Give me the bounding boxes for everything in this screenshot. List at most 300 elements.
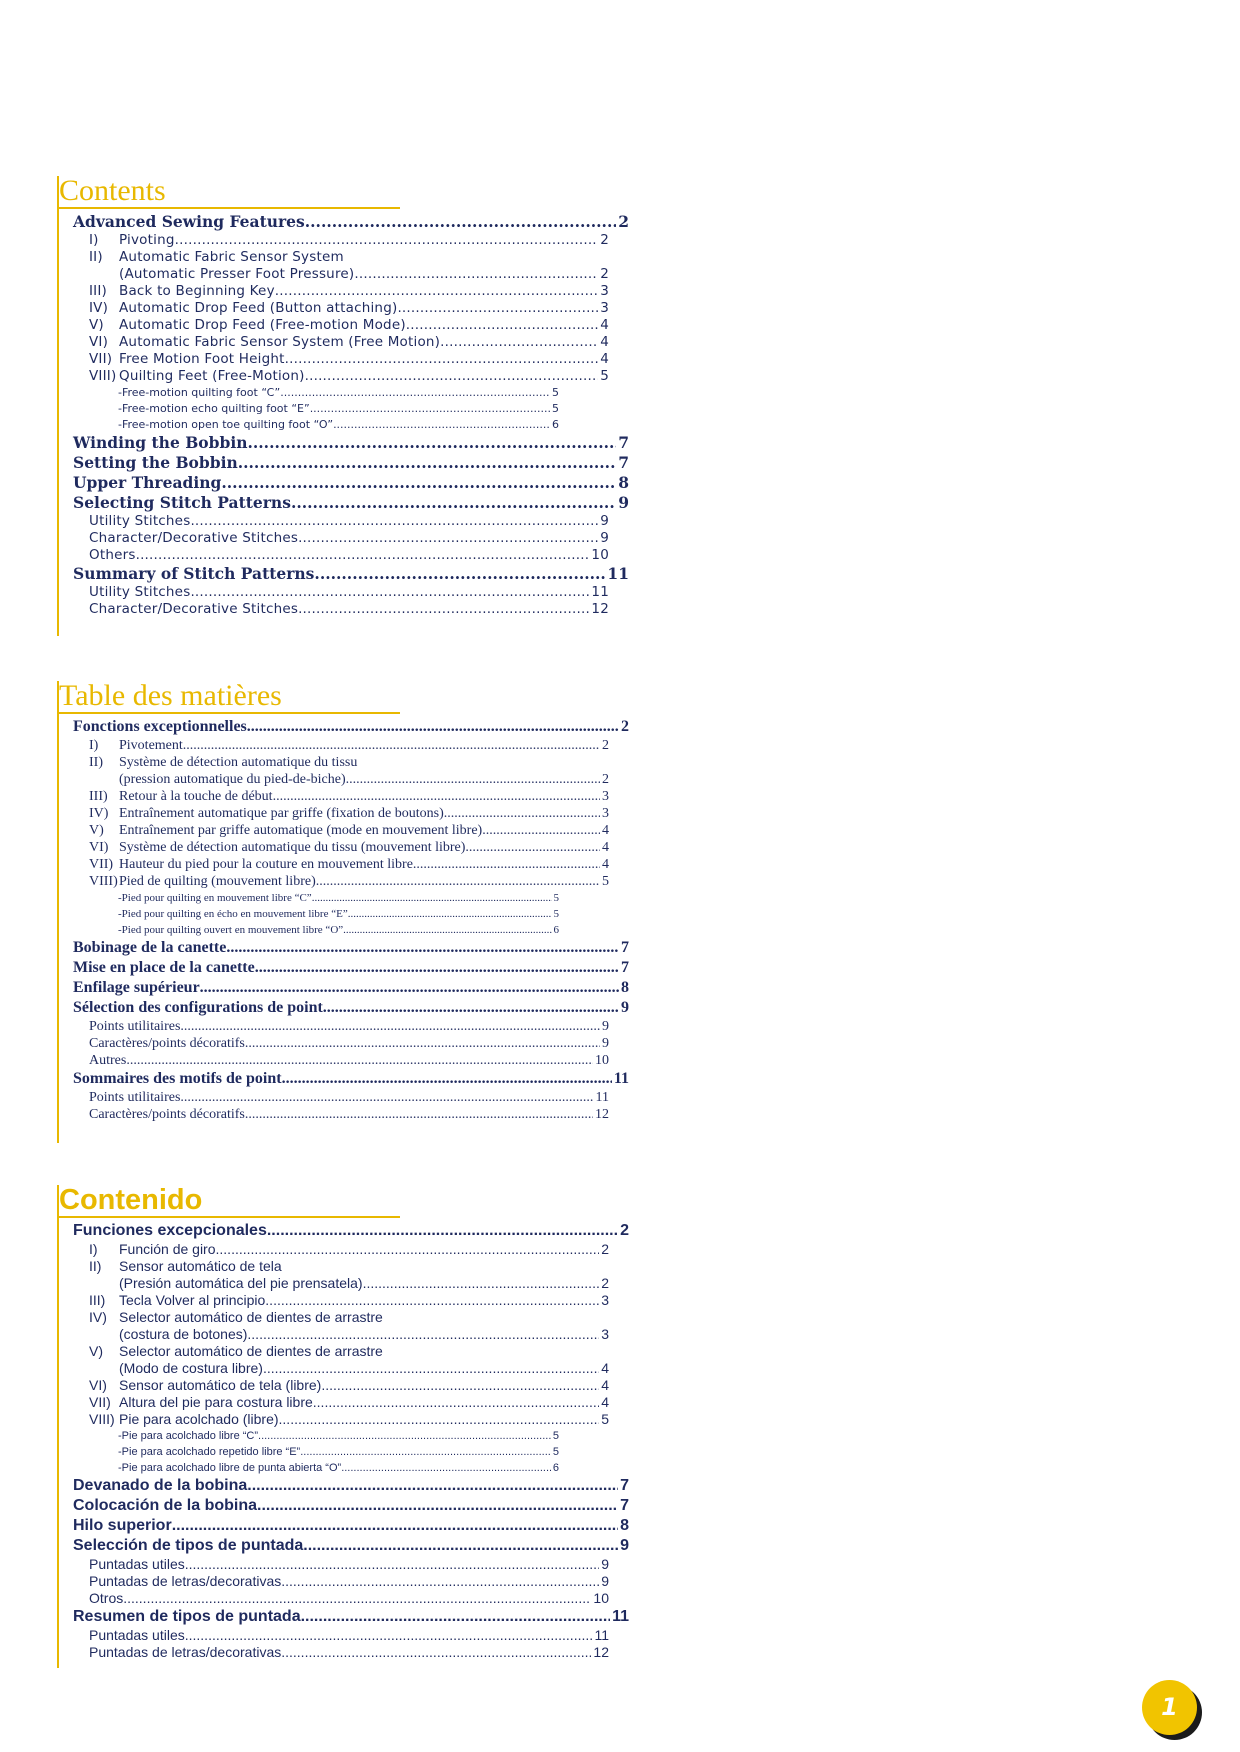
toc-entry-label <box>89 754 357 771</box>
section-title-rule <box>57 1216 400 1218</box>
toc-entry-page: 2 <box>600 266 609 282</box>
toc-entry-page: 10 <box>595 1053 609 1068</box>
toc-entry-number: VII) <box>89 1394 111 1410</box>
toc-entry[interactable] <box>73 1556 609 1573</box>
toc-entry[interactable] <box>73 805 609 822</box>
toc-leader-dots <box>397 300 598 317</box>
toc-entry[interactable] <box>73 1460 559 1476</box>
toc-entry-label <box>73 1536 303 1556</box>
toc-leader-dots <box>273 788 600 805</box>
section-title-rule <box>57 712 400 714</box>
toc-entry-page: 7 <box>621 939 629 956</box>
toc-entry-text: -Free-motion echo quilting foot “E” <box>118 402 310 415</box>
toc-entry[interactable] <box>73 873 609 890</box>
toc-entry-label <box>89 1106 245 1123</box>
toc-leader-dots <box>310 401 550 417</box>
toc-entry[interactable] <box>73 351 609 368</box>
toc-entry-label <box>73 433 247 453</box>
toc-entry[interactable] <box>73 737 609 754</box>
toc-leader-dots <box>275 283 598 300</box>
toc-entry-page: 10 <box>591 547 609 563</box>
toc-entry-label <box>89 249 344 266</box>
toc-entry[interactable] <box>73 249 609 266</box>
page-number-badge <box>1142 1680 1198 1736</box>
toc-leader-dots <box>482 822 600 839</box>
toc-entry-label <box>89 283 275 300</box>
toc-leader-dots <box>363 1275 600 1292</box>
toc-entry[interactable] <box>73 1089 609 1106</box>
toc-entry-page: 2 <box>601 1275 609 1291</box>
section-accent-bar <box>57 681 59 1143</box>
toc-entry[interactable] <box>73 839 609 856</box>
toc-entry-page: 7 <box>620 1497 629 1514</box>
toc-entry[interactable] <box>73 1428 559 1444</box>
toc-entry-label <box>73 1496 257 1516</box>
toc-entry[interactable] <box>73 1360 609 1377</box>
toc-entry-page: 11 <box>612 1608 629 1625</box>
toc-entry-text: Autres <box>89 1053 127 1068</box>
toc-leader-dots <box>301 1607 610 1627</box>
toc-entry-page: 5 <box>600 368 609 384</box>
toc-entry-label <box>89 1326 247 1343</box>
toc-entry-label <box>89 266 354 283</box>
toc-entry-page: 9 <box>602 1036 609 1051</box>
section-accent-bar <box>57 176 59 636</box>
toc-entry-label <box>89 368 305 385</box>
toc-entry[interactable] <box>73 856 609 873</box>
toc-entry-page: 4 <box>602 857 609 872</box>
toc-entry-text: Puntadas utiles <box>89 1556 185 1572</box>
toc-entry-number: VIII) <box>89 874 118 889</box>
toc-leader-dots <box>281 1573 599 1590</box>
toc-entries <box>57 212 627 618</box>
toc-entry-label <box>89 601 298 618</box>
toc-entry-label <box>89 1360 263 1377</box>
toc-entry-number: III) <box>89 1292 106 1308</box>
toc-entry-page: 4 <box>601 1377 609 1393</box>
toc-leader-dots <box>279 1411 600 1428</box>
toc-heading-entry[interactable] <box>73 493 629 513</box>
toc-entry-number: I) <box>89 232 99 248</box>
toc-entry-page: 2 <box>621 718 629 735</box>
toc-entry-text: Caractères/points décoratifs <box>89 1036 245 1051</box>
toc-entry[interactable] <box>73 266 609 283</box>
toc-leader-dots <box>406 317 598 334</box>
toc-heading-entry[interactable] <box>73 958 629 978</box>
toc-entry-page: 12 <box>593 1644 609 1660</box>
toc-entry[interactable] <box>73 547 609 564</box>
contents-section-english <box>57 176 627 618</box>
toc-entry-page: 7 <box>618 453 629 472</box>
toc-entry-label <box>89 822 482 839</box>
toc-heading-entry[interactable] <box>73 978 629 998</box>
toc-entry-text: Summary of Stitch Patterns <box>73 564 315 583</box>
toc-entry[interactable] <box>73 1627 609 1644</box>
toc-heading-entry[interactable] <box>73 1607 629 1627</box>
toc-entry-label <box>73 453 238 473</box>
toc-leader-dots <box>267 1221 618 1241</box>
toc-entry[interactable] <box>73 283 609 300</box>
toc-entry-text: Selector automático de dientes de arrastre <box>119 1343 383 1359</box>
toc-entry-number: IV) <box>89 300 109 316</box>
toc-leader-dots <box>226 938 619 958</box>
toc-entry-text: Pie para acolchado (libre) <box>119 1411 279 1427</box>
toc-entry-number: II) <box>89 249 103 265</box>
toc-entry[interactable] <box>73 1106 609 1123</box>
toc-entry-page: 5 <box>552 402 559 415</box>
toc-entry-text: Fonctions exceptionnelles <box>73 718 247 735</box>
toc-entry-number: VII) <box>89 351 113 367</box>
toc-entry[interactable] <box>73 1326 609 1343</box>
toc-leader-dots <box>245 1035 600 1052</box>
toc-entry-page: 11 <box>594 1627 609 1643</box>
toc-leader-dots <box>180 1089 593 1106</box>
toc-entry-page: 9 <box>620 1537 629 1554</box>
toc-leader-dots <box>185 1556 599 1573</box>
toc-entry-page: 8 <box>618 473 629 492</box>
toc-leader-dots <box>313 1394 599 1411</box>
toc-entry-text: Pivotement <box>119 738 183 753</box>
toc-entry-label <box>89 1627 185 1644</box>
toc-entry-page: 2 <box>602 772 609 787</box>
toc-entry-text: Free Motion Foot Height <box>119 351 285 367</box>
toc-entry[interactable] <box>73 334 609 351</box>
toc-entry[interactable] <box>73 300 609 317</box>
toc-entry-label <box>73 1069 282 1089</box>
page-number: 1 <box>1142 1680 1197 1735</box>
toc-entry-text: Character/Decorative Stitches <box>89 530 299 546</box>
toc-leader-dots <box>190 584 589 601</box>
toc-entry-text: (Presión automática del pie prensatela) <box>119 1275 363 1291</box>
toc-entry-page: 5 <box>553 892 559 904</box>
toc-heading-entry[interactable] <box>73 1221 629 1241</box>
toc-leader-dots <box>341 1460 551 1476</box>
toc-entry-text: Hilo superior <box>73 1517 172 1534</box>
toc-leader-dots <box>245 1106 593 1123</box>
contents-section-french <box>57 681 627 1123</box>
toc-entry-page: 2 <box>601 1241 609 1257</box>
toc-entry-text: Colocación de la bobina <box>73 1497 258 1514</box>
toc-leader-dots <box>440 334 598 351</box>
toc-entry[interactable] <box>73 317 609 334</box>
toc-entry-label <box>89 232 175 249</box>
toc-leader-dots <box>172 1516 618 1536</box>
toc-entry-label <box>89 771 346 788</box>
toc-entry-text: Back to Beginning Key <box>119 283 275 299</box>
toc-entry-page: 6 <box>553 924 559 936</box>
toc-entry[interactable] <box>73 1241 609 1258</box>
toc-entry-text: -Pied pour quilting ouvert en mouvement libre “O” <box>118 924 344 936</box>
toc-leader-dots <box>255 958 619 978</box>
toc-leader-dots <box>247 1476 618 1496</box>
toc-entry-text: (costura de botones) <box>119 1326 248 1342</box>
toc-entry-page: 4 <box>602 823 609 838</box>
toc-entry-text: (Automatic Presser Foot Pressure) <box>119 266 355 282</box>
toc-entry-page: 2 <box>602 738 609 753</box>
toc-entry[interactable] <box>73 1644 609 1661</box>
toc-entry-page: 7 <box>618 433 629 452</box>
toc-leader-dots <box>263 1360 599 1377</box>
toc-leader-dots <box>216 1241 600 1258</box>
toc-entry-text: Pied de quilting (mouvement libre) <box>119 874 316 889</box>
toc-leader-dots <box>291 493 616 513</box>
toc-entry-label <box>118 417 333 433</box>
toc-entry-label <box>73 473 221 493</box>
toc-entry-number: VIII) <box>89 368 117 384</box>
toc-entry[interactable] <box>73 584 609 601</box>
toc-entry-page: 8 <box>621 979 629 996</box>
toc-entry-label <box>89 513 190 530</box>
toc-entry-text: Sensor automático de tela <box>119 1258 282 1274</box>
toc-entry[interactable] <box>73 385 559 401</box>
toc-entry-page: 9 <box>600 513 609 529</box>
toc-entry-number: II) <box>89 1258 102 1274</box>
toc-entry-page: 3 <box>602 806 609 821</box>
toc-entry-text: Selección de tipos de puntada <box>73 1537 304 1554</box>
toc-entry-text: Winding the Bobbin <box>73 433 248 452</box>
toc-entry[interactable] <box>73 788 609 805</box>
toc-entry-label <box>89 1343 383 1360</box>
toc-entry-page: 9 <box>621 999 629 1016</box>
toc-entry-page: 5 <box>552 386 559 399</box>
toc-entry-number: VI) <box>89 1377 107 1393</box>
toc-entry-label <box>89 1394 313 1411</box>
toc-entry-label <box>89 788 273 805</box>
toc-entry-page: 4 <box>600 334 609 350</box>
toc-entry-page: 6 <box>552 418 559 431</box>
section-title: Table des matières <box>59 679 282 712</box>
toc-heading-entry[interactable] <box>73 564 629 584</box>
toc-entry-text: Retour à la touche de début <box>119 789 273 804</box>
toc-heading-entry[interactable] <box>73 998 629 1018</box>
toc-leader-dots <box>303 1536 618 1556</box>
toc-heading-entry[interactable] <box>73 1536 629 1556</box>
toc-entry-text: -Pie para acolchado repetido libre “E” <box>118 1446 301 1458</box>
toc-entry-text: Altura del pie para costura libre <box>119 1394 313 1410</box>
toc-entry-label <box>89 856 413 873</box>
section-title-rule <box>57 207 400 209</box>
toc-entry-number: VIII) <box>89 1411 115 1427</box>
toc-entry-page: 4 <box>601 1360 609 1376</box>
toc-leader-dots <box>180 1018 600 1035</box>
toc-entry-label <box>73 1607 301 1627</box>
toc-entry[interactable] <box>73 1590 609 1607</box>
toc-entries <box>57 1221 627 1661</box>
toc-entry-label <box>73 978 200 998</box>
toc-leader-dots <box>298 530 598 547</box>
toc-leader-dots <box>126 1052 593 1069</box>
toc-entry-text: -Free-motion open toe quilting foot “O” <box>118 418 334 431</box>
toc-entry-text: Sommaires des motifs de point <box>73 1070 282 1087</box>
toc-entry-text: Advanced Sewing Features <box>73 212 305 231</box>
toc-entry-page: 2 <box>620 1222 629 1239</box>
toc-entry[interactable] <box>73 771 609 788</box>
toc-entry-label <box>89 1590 123 1607</box>
toc-heading-entry[interactable] <box>73 1069 629 1089</box>
toc-entry[interactable] <box>73 822 609 839</box>
toc-leader-dots <box>200 978 619 998</box>
toc-entry-text: Entraînement automatique par griffe (fixation de boutons) <box>119 806 444 821</box>
toc-entry-page: 11 <box>613 1070 629 1087</box>
toc-entry[interactable] <box>73 922 559 938</box>
toc-heading-entry[interactable] <box>73 938 629 958</box>
toc-entry-page: 10 <box>593 1590 609 1606</box>
toc-entry-number: IV) <box>89 1309 107 1325</box>
toc-entry-text: Automatic Fabric Sensor System <box>119 249 344 265</box>
toc-heading-entry[interactable] <box>73 717 629 737</box>
toc-entry-label <box>73 958 255 978</box>
toc-entry[interactable] <box>73 401 559 417</box>
toc-entry[interactable] <box>73 1394 609 1411</box>
toc-entry-number: VII) <box>89 857 114 872</box>
toc-entry-number: VI) <box>89 334 109 350</box>
toc-entry-label <box>118 385 280 401</box>
toc-entry-page: 4 <box>601 1394 609 1410</box>
toc-entry-label <box>89 1292 265 1309</box>
toc-entry-text: Pivoting <box>119 232 175 248</box>
toc-leader-dots <box>321 1377 599 1394</box>
toc-entry[interactable] <box>73 1573 609 1590</box>
toc-entry-label <box>89 1258 282 1275</box>
toc-entry-page: 5 <box>552 1430 559 1442</box>
toc-entry-label <box>89 1644 281 1661</box>
toc-entry-text: (Modo de costura libre) <box>119 1360 263 1376</box>
toc-entry-number: III) <box>89 789 108 804</box>
toc-leader-dots <box>247 433 616 453</box>
toc-entry-page: 3 <box>601 1326 609 1342</box>
toc-heading-entry[interactable] <box>73 1496 629 1516</box>
toc-entry-label <box>89 1556 185 1573</box>
toc-entry-text: Enfilage supérieur <box>73 979 200 996</box>
toc-entry-page: 9 <box>600 530 609 546</box>
toc-entry[interactable] <box>73 754 609 771</box>
toc-heading-entry[interactable] <box>73 212 629 232</box>
toc-entry[interactable] <box>73 1343 609 1360</box>
toc-entry-label <box>89 1573 281 1590</box>
toc-entry[interactable] <box>73 1309 609 1326</box>
toc-entry[interactable] <box>73 417 559 433</box>
toc-entry-label <box>73 938 226 958</box>
toc-leader-dots <box>265 1292 599 1309</box>
toc-heading-entry[interactable] <box>73 433 629 453</box>
toc-entry[interactable] <box>73 368 609 385</box>
toc-leader-dots <box>247 717 619 737</box>
toc-entry[interactable] <box>73 1035 609 1052</box>
toc-entry-label <box>118 1428 258 1444</box>
toc-entry-label <box>73 212 305 232</box>
toc-entry[interactable] <box>73 1275 609 1292</box>
toc-entry[interactable] <box>73 513 609 530</box>
toc-entry-text: Devanado de la bobina <box>73 1477 248 1494</box>
toc-leader-dots <box>343 922 551 938</box>
toc-heading-entry[interactable] <box>73 453 629 473</box>
toc-entry-page: 11 <box>607 564 629 583</box>
toc-entry-text: (pression automatique du pied-de-biche) <box>119 772 346 787</box>
toc-entry-page: 5 <box>553 908 559 920</box>
toc-leader-dots <box>175 232 599 249</box>
toc-entry-page: 4 <box>600 351 609 367</box>
toc-entry-page: 6 <box>552 1462 559 1474</box>
section-accent-bar <box>57 1185 59 1668</box>
toc-entry[interactable] <box>73 1444 559 1460</box>
toc-heading-entry[interactable] <box>73 1476 629 1496</box>
toc-leader-dots <box>285 351 599 368</box>
toc-heading-entry[interactable] <box>73 473 629 493</box>
toc-entry[interactable] <box>73 601 609 618</box>
toc-leader-dots <box>314 564 605 584</box>
toc-entry-page: 12 <box>591 601 609 617</box>
toc-leader-dots <box>257 1496 618 1516</box>
toc-entry-page: 3 <box>602 789 609 804</box>
toc-entry-text: Points utilitaires <box>89 1019 181 1034</box>
toc-entry[interactable] <box>73 1018 609 1035</box>
toc-entry-text: -Pied pour quilting en écho en mouvement libre “E” <box>118 908 348 920</box>
toc-entry-label <box>89 1241 216 1258</box>
toc-leader-dots <box>281 1644 591 1661</box>
toc-entry-label <box>89 334 440 351</box>
toc-entry[interactable] <box>73 530 609 547</box>
toc-entry[interactable] <box>73 906 559 922</box>
toc-leader-dots <box>280 385 550 401</box>
toc-entry-label <box>73 493 291 513</box>
toc-leader-dots <box>136 547 590 564</box>
toc-entry[interactable] <box>73 1052 609 1069</box>
toc-leader-dots <box>185 1627 593 1644</box>
toc-entry-number: V) <box>89 823 104 838</box>
toc-entry-text: Puntadas utiles <box>89 1627 185 1643</box>
toc-leader-dots <box>190 513 598 530</box>
toc-entry-text: -Pie para acolchado libre de punta abierta “O” <box>118 1462 342 1474</box>
toc-entry-label <box>89 1309 383 1326</box>
toc-entry-page: 9 <box>601 1556 609 1572</box>
toc-entry-text: Automatic Fabric Sensor System (Free Motion) <box>119 334 441 350</box>
toc-entry-label <box>118 890 312 906</box>
toc-entry-text: Selecting Stitch Patterns <box>73 493 291 512</box>
toc-entry-label <box>73 1476 247 1496</box>
toc-entry-label <box>73 717 247 737</box>
toc-leader-dots <box>298 601 589 618</box>
toc-entry-text: Automatic Drop Feed (Button attaching) <box>119 300 398 316</box>
toc-entry-text: Mise en place de la canette <box>73 959 255 976</box>
toc-entry[interactable] <box>73 1258 609 1275</box>
toc-leader-dots <box>413 856 600 873</box>
toc-entry-number: I) <box>89 1241 98 1257</box>
toc-entry-label <box>89 1377 321 1394</box>
toc-entry-page: 7 <box>620 1477 629 1494</box>
toc-leader-dots <box>258 1428 551 1444</box>
toc-entry-label <box>118 922 343 938</box>
toc-entry-label <box>118 401 310 417</box>
toc-entry-page: 5 <box>552 1446 559 1458</box>
toc-entry-label <box>89 805 444 822</box>
toc-entry[interactable] <box>73 1411 609 1428</box>
toc-entry[interactable] <box>73 1377 609 1394</box>
toc-entry[interactable] <box>73 232 609 249</box>
toc-entry-label <box>89 547 136 564</box>
toc-leader-dots <box>346 771 600 788</box>
toc-leader-dots <box>305 212 616 232</box>
toc-entry-label <box>73 998 323 1018</box>
toc-leader-dots <box>123 1590 591 1607</box>
toc-entry-label <box>118 1460 341 1476</box>
toc-heading-entry[interactable] <box>73 1516 629 1536</box>
toc-entry-number: II) <box>89 755 103 770</box>
toc-entry-page: 2 <box>600 232 609 248</box>
toc-entry[interactable] <box>73 890 559 906</box>
toc-entry[interactable] <box>73 1292 609 1309</box>
toc-entry-label <box>89 1411 279 1428</box>
toc-leader-dots <box>305 368 599 385</box>
